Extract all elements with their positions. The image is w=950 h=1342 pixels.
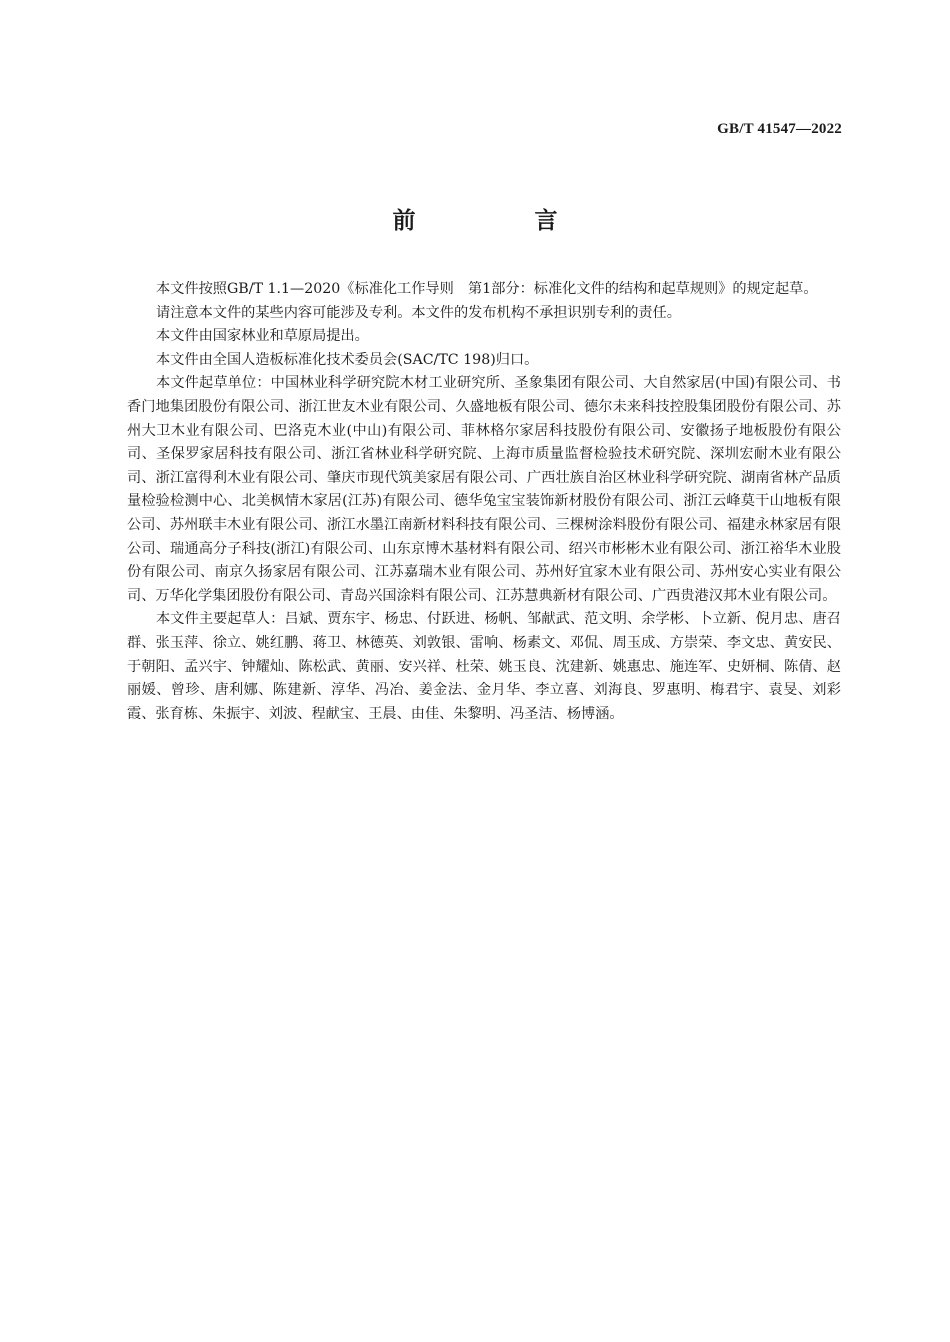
paragraph-drafting-rules: 本文件按照GB/T 1.1—2020《标准化工作导则 第1部分：标准化文件的结构和起草规则》的规定起草。 xyxy=(156,281,818,297)
paragraph-proposer: 本文件由国家林业和草原局提出。 xyxy=(156,328,369,345)
paragraph-drafting-units: 本文件起草单位：中国林业科学研究院木材工业研究所、圣象集团有限公司、大自然家居(中国)有限公司、书香门地集团股份有限公司、浙江世友木业有限公司、久盛地板有限公司、德尔未来科技控股集团股份有限公司、苏州大卫木业有限公司、巴洛克木业(中山)有限公司、菲林格尔家居科技股份有限公司、安徽扬子地板股份有限公司、圣保罗家居科技有限公司、浙江省林业科学研究院、上海市质量监督检验技术研究院、深圳宏耐木业有限公司、浙江富得利木业有限公司、肇庆市现代筑美家居有限公司、广西壮族自治区林业科学研究院、湖南省林产品质量检验检测中心、北美枫情木家居(江苏)有限公司、德华兔宝宝装饰新材股份有限公司、浙江云峰莫干山地板有限公司、苏州联丰木业有限公司、浙江水墨江南新材料科技有限公司、三棵树涂料股份有限公司、福建永林家居有限公司、瑞通高分子科技(浙江)有限公司、山东京博木基材料有限公司、绍兴市彬彬木业有限公司、浙江裕华木业股份有限公司、南京久扬家居有限公司、江苏嘉瑞木业有限公司、苏州好宜家木业有限公司、苏州安心实业有限公司、万华化学集团股份有限公司、青岛兴国涂料有限公司、江苏慧典新材有限公司、广西贵港汉邦木业有限公司。 xyxy=(127,375,841,604)
paragraph-drafters: 本文件主要起草人：吕斌、贾东宇、杨忠、付跃进、杨帆、邹献武、范文明、余学彬、卜立新、倪月忠、唐召群、张玉萍、徐立、姚红鹏、蒋卫、林德英、刘敦银、雷响、杨素文、邓侃、周玉成、方崇荣、李文忠、黄安民、于朝阳、孟兴宇、钟耀灿、陈松武、黄丽、安兴祥、杜荣、姚玉良、沈建新、姚惠忠、施连军、史妍桐、陈倩、赵丽媛、曾珍、唐利娜、陈建新、淳华、冯冶、姜金法、金月华、李立喜、刘海良、罗惠明、梅君宇、袁旻、刘彩霞、张育栋、朱振宇、刘波、程献宝、王晨、由佳、朱黎明、冯圣洁、杨博涵。 xyxy=(127,611,841,722)
standard-number: GB/T 41547—2022 xyxy=(717,121,842,137)
paragraph-patent-notice: 请注意本文件的某些内容可能涉及专利。本文件的发布机构不承担识别专利的责任。 xyxy=(156,304,681,321)
paragraph-committee: 本文件由全国人造板标准化技术委员会(SAC/TC 198)归口。 xyxy=(156,351,539,368)
page-title: 前 言 xyxy=(392,208,606,234)
foreword-body xyxy=(127,278,841,726)
